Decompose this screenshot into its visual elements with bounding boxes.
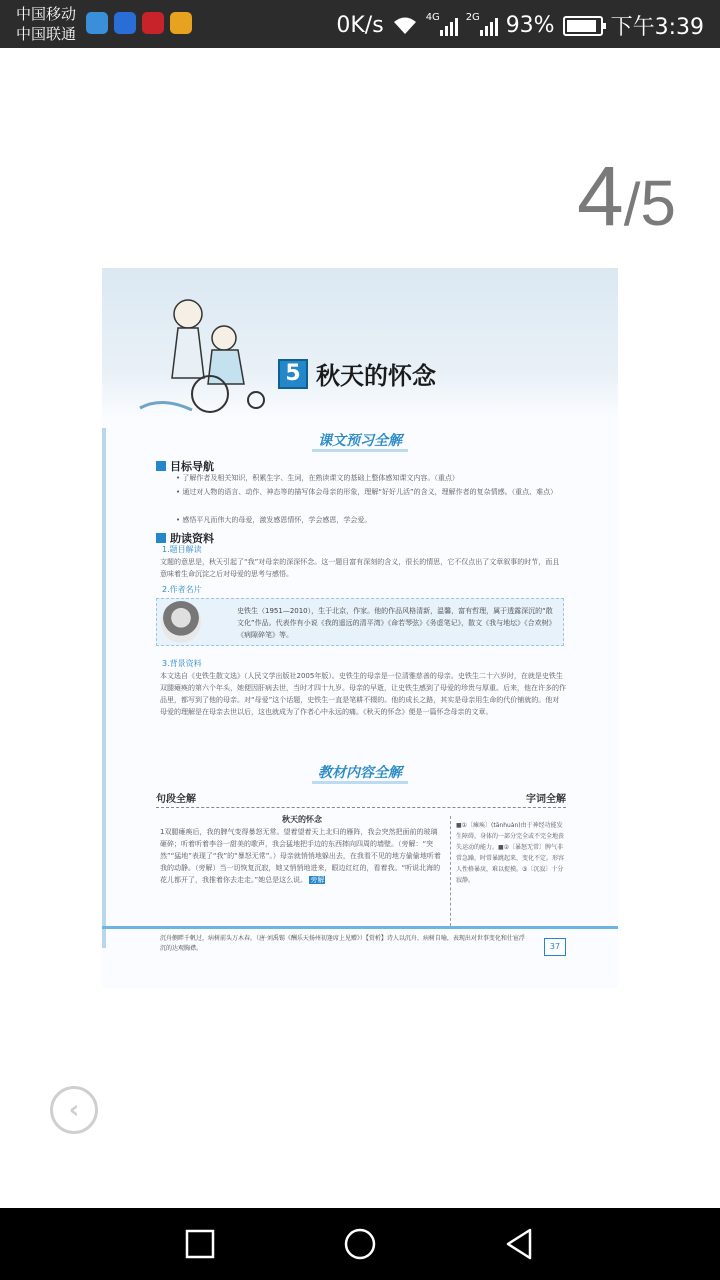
left-margin-bar	[102, 428, 106, 948]
author-portrait	[161, 601, 201, 643]
page-number: 37	[544, 938, 566, 956]
signal-1-icon	[425, 11, 458, 36]
page-separator: /	[623, 171, 641, 238]
notification-icons	[86, 12, 192, 34]
author-card	[156, 598, 564, 646]
col-right-title: 字词全解	[526, 794, 566, 805]
wheelchair-illustration	[132, 288, 282, 418]
chapter-number: 5	[278, 359, 308, 389]
back-triangle-icon[interactable]	[502, 1226, 538, 1262]
net-type-1: 4G	[425, 11, 440, 23]
section-content-title: 教材内容全解	[102, 762, 618, 782]
goal-bullet-2: • 通过对人物的语言、动作、神态等的描写体会母亲的形象，理解“好好儿活”的含义，理解作者的复杂情感。（重点、难点）	[176, 488, 558, 496]
footer-rule	[102, 926, 618, 929]
column-divider	[450, 816, 451, 926]
label-author-card: 2.作者名片	[162, 585, 202, 594]
goal-bullet-3: • 感悟平凡而伟大的母爱，激发感恩情怀，学会感恩，学会爱。	[176, 516, 372, 524]
title-interpretation-text: 文题的意思是，秋天引起了“我”对母亲的深深怀念。这一题目富有深刻的含义，很长的情思，它不仅点出了文章叙事的时节，而且意味着生命沉淀之后对母爱的思考与感悟。	[160, 558, 560, 578]
background-text: 本文选自《史铁生散文选》（人民文学出版社2005年版）。史铁生的母亲是一位清雅慈善的母亲。史铁生二十六岁时，在就是史铁生双腿瘫痪的第六个年头，她便因肝病去世，当时才四十九岁。母亲的早逝，让史铁生感到了母爱的珍贵与厚重。后来，他在许多的作品里，都写到了他的母亲。对“母爱”这个话题，史铁生一直是笔耕不辍的。他的成长之路，其实是母亲用生命的代价铺就的。他对母爱的理解是在母亲去世以后，这也就成为了作者心中永远的痛。《秋天的怀念》便是一篇怀念母亲的文章。	[160, 672, 566, 716]
signal-2-icon	[465, 11, 498, 36]
current-page: 4	[577, 149, 624, 243]
section-preview-title: 课文预习全解	[102, 430, 618, 450]
square-bullet-icon	[156, 533, 166, 543]
passage-title: 秋天的怀念	[282, 815, 322, 824]
sub-heading-goals: 目标导航	[156, 458, 214, 474]
recent-apps-icon[interactable]	[182, 1226, 218, 1262]
clock: 下午3:39	[610, 15, 704, 40]
status-bar	[0, 0, 720, 48]
author-text: 史铁生（1951—2010），生于北京，作家。他的作品风格清新，温馨，富有哲理，属于透露深沉的“散文化”作品。代表作有小说《我的遥远的清平湾》《命若琴弦》《务虚笔记》，散文《我与地坛》《合欢树》《病隙碎笔》等。	[237, 607, 556, 639]
wifi-icon	[392, 16, 418, 36]
carrier-2: 中国联通	[16, 25, 77, 43]
net-speed: 0K/s	[336, 13, 384, 38]
status-right	[336, 10, 704, 41]
sub-heading-reading-aids: 助读资料	[156, 530, 214, 546]
carrier-1: 中国移动	[16, 5, 77, 23]
app-notification-icon-4	[170, 12, 192, 34]
footer-quote: 沉舟侧畔千帆过，病树前头万木春。（唐·刘禹锡《酬乐天扬州初逢席上见赠》）【赏析】诗人以沉舟、病树自喻，表现出对世事变化和仕宦浮沉的达观胸襟。	[160, 935, 525, 952]
label-background: 3.背景资料	[162, 659, 202, 668]
home-icon[interactable]	[342, 1226, 378, 1262]
app-notification-icon-1	[86, 12, 108, 34]
back-circle-icon[interactable]: ‹	[50, 1086, 98, 1134]
chapter-heading	[278, 356, 436, 391]
carrier-names	[16, 4, 76, 44]
two-column-header	[156, 790, 566, 808]
battery-icon	[563, 16, 603, 36]
square-bullet-icon	[156, 461, 166, 471]
passage-text: 1双腿瘫痪后，我的脾气变得暴怒无常。望着望着天上北归的雁阵，我会突然把面前的玻璃砸碎；听着听着李谷一甜美的歌声，我会猛地把手边的东西摔向四周的墙壁。（旁解：“突然”“猛地”表现了“我”的“暴怒无常”。）母亲就悄悄地躲出去，在我看不见的地方偷偷地听着我的动静。（旁解）当一切恢复沉寂，她又悄悄地进来，眼边红红的，看着我。“听说北海的花儿都开了，我推着你去走走。”她总是这么说。 旁解	[160, 828, 441, 884]
total-pages: 5	[640, 167, 676, 239]
document-page-image[interactable]	[102, 268, 618, 988]
app-notification-icon-3	[142, 12, 164, 34]
col-left-title: 句段全解	[156, 794, 196, 805]
chapter-title: 秋天的怀念	[316, 361, 436, 390]
label-title-interpretation: 1.题目解读	[162, 545, 202, 554]
navigation-bar	[0, 1208, 720, 1280]
net-type-2: 2G	[465, 11, 480, 23]
page-counter	[577, 148, 676, 245]
battery-percent: 93%	[505, 13, 555, 38]
annotation-highlight: 旁解	[310, 876, 325, 884]
vocabulary-notes: ■①〔瘫痪〕(tānhuàn)由于神经功能发生障碍，身体的一部分完全或不完全地丧失运动的能力。■②〔暴怒无常〕脾气非常急躁，时常暴跳起来，变化不定。形容人性格暴戾，难以捉摸。③〔沉寂〕十分寂静。	[456, 822, 565, 884]
goal-bullet-1: • 了解作者及相关知识，积累生字、生词，在熟读课文的基础上整体感知课文内容。（重点）	[176, 474, 459, 482]
app-notification-icon-2	[114, 12, 136, 34]
